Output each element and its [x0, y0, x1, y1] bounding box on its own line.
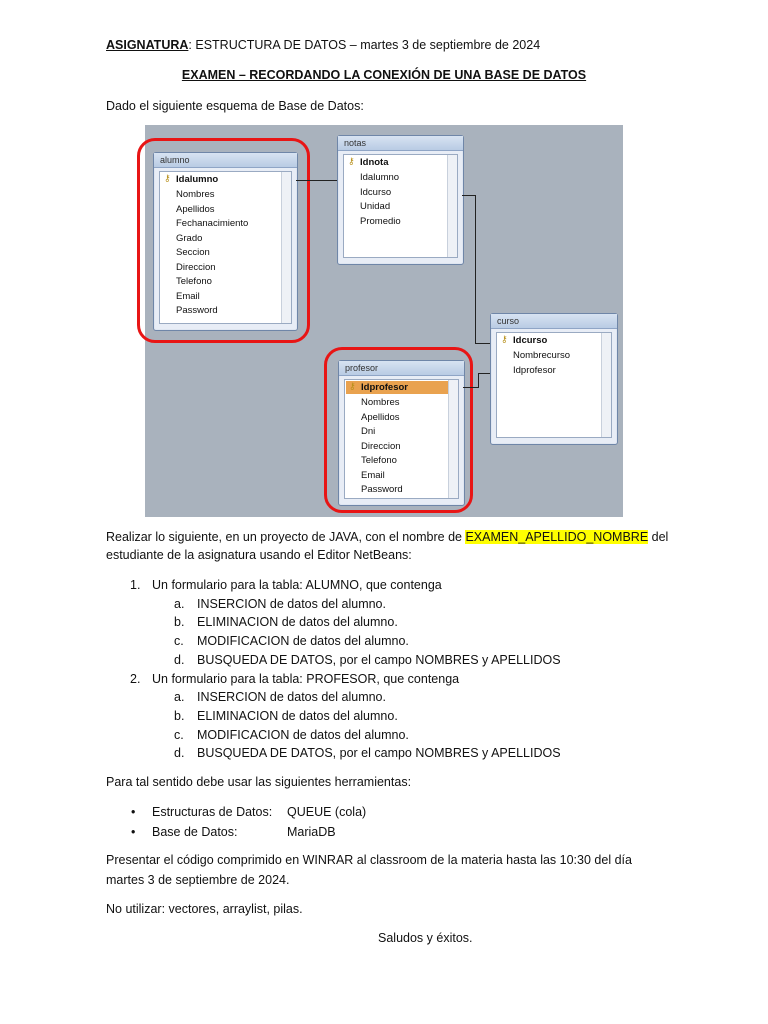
sublist-letter: c.: [174, 728, 184, 742]
table-profesor-title: profesor: [339, 361, 464, 376]
instruction-text: del: [648, 530, 669, 544]
field-key: Idnota: [360, 157, 389, 168]
page-title: EXAMEN – RECORDANDO LA CONEXIÓN DE UNA BASE DE DATOS: [181, 68, 587, 82]
sublist-letter: d.: [174, 746, 185, 760]
list-item: Un formulario para la tabla: ALUMNO, que contenga: [152, 578, 442, 592]
sublist-item: INSERCION de datos del alumno.: [197, 690, 386, 704]
submission-text: martes 3 de septiembre de 2024.: [106, 873, 290, 887]
sublist-item: MODIFICACION de datos del alumno.: [197, 634, 409, 648]
sublist-item: ELIMINACION de datos del alumno.: [197, 615, 398, 629]
field-key: Idalumno: [176, 174, 219, 185]
field: Dni: [361, 426, 376, 437]
key-icon: ⚷: [501, 334, 508, 344]
sublist-letter: a.: [174, 690, 185, 704]
tool-label: Estructuras de Datos:: [152, 805, 273, 819]
list-number: 1.: [130, 578, 141, 592]
field: Promedio: [360, 216, 401, 227]
sublist-letter: a.: [174, 597, 185, 611]
field-key: Idprofesor: [361, 382, 408, 393]
field: Idcurso: [360, 187, 392, 198]
scrollbar: [601, 333, 611, 437]
bullet-icon: •: [131, 825, 136, 839]
relation-line-notas-curso: [475, 195, 476, 343]
restrictions-text: No utilizar: vectores, arraylist, pilas.: [106, 902, 303, 916]
list-number: 2.: [130, 672, 141, 686]
sublist-letter: c.: [174, 634, 184, 648]
key-icon: ⚷: [349, 381, 356, 391]
relation-line-profesor-curso: [478, 373, 490, 374]
table-notas: [337, 135, 464, 265]
sublist-item: INSERCION de datos del alumno.: [197, 597, 386, 611]
project-name-highlight: EXAMEN_APELLIDO_NOMBRE: [465, 530, 649, 544]
field: Password: [361, 484, 403, 495]
list-item: Un formulario para la tabla: PROFESOR, que contenga: [152, 672, 460, 686]
field: Idalumno: [360, 172, 400, 183]
field: Nombres: [361, 397, 400, 408]
scrollbar: [447, 155, 457, 257]
field: Grado: [176, 233, 203, 244]
key-icon: ⚷: [164, 173, 171, 183]
field-key: Idcurso: [513, 335, 548, 346]
field: Unidad: [360, 201, 391, 212]
field: Email: [361, 470, 385, 481]
field: Email: [176, 291, 200, 302]
field: Nombrecurso: [513, 350, 571, 361]
relation-line-notas-curso: [462, 195, 475, 196]
relation-line-profesor-curso: [478, 373, 479, 388]
sublist-letter: b.: [174, 615, 185, 629]
tools-intro: Para tal sentido debe usar las siguientes herramientas:: [106, 775, 412, 789]
intro-text: Dado el siguiente esquema de Base de Datos:: [106, 99, 364, 113]
subject-line: [106, 38, 540, 52]
bullet-icon: •: [131, 805, 136, 819]
tool-value: MariaDB: [287, 825, 336, 839]
sublist-letter: b.: [174, 709, 185, 723]
sublist-item: MODIFICACION de datos del alumno.: [197, 728, 409, 742]
field: Nombres: [176, 189, 215, 200]
field: Fechanacimiento: [176, 218, 249, 229]
sublist-letter: d.: [174, 653, 185, 667]
database-schema-diagram: [145, 125, 623, 517]
relation-line-profesor-curso: [463, 387, 479, 388]
instruction-text: estudiante de la asignatura usando el Editor NetBeans:: [106, 548, 412, 562]
sublist-item: ELIMINACION de datos del alumno.: [197, 709, 398, 723]
field: Direccion: [176, 262, 216, 273]
table-notas-title: notas: [338, 136, 463, 151]
field: Telefono: [361, 455, 397, 466]
sublist-item: BUSQUEDA DE DATOS, por el campo NOMBRES y APELLIDOS: [197, 653, 561, 667]
field: Direccion: [361, 441, 401, 452]
field: Password: [176, 305, 218, 316]
highlight-ring-profesor: [324, 347, 473, 513]
field: Apellidos: [361, 412, 400, 423]
sublist-item: BUSQUEDA DE DATOS, por el campo NOMBRES y APELLIDOS: [197, 746, 561, 760]
relation-line-notas-curso: [475, 343, 490, 344]
relation-line-alumno-notas: [296, 180, 337, 181]
key-icon: ⚷: [348, 156, 355, 166]
field: Idprofesor: [513, 365, 556, 376]
subject-text: : ESTRUCTURA DE DATOS – martes 3 de septiembre de 2024: [188, 38, 541, 52]
field: Apellidos: [176, 204, 215, 215]
submission-text: Presentar el código comprimido en WINRAR al classroom de la materia hasta las 10:30 del día: [106, 853, 632, 867]
table-curso-title: curso: [491, 314, 617, 329]
closing-text: Saludos y éxitos.: [378, 931, 473, 945]
tool-label: Base de Datos:: [152, 825, 238, 839]
table-alumno-title: alumno: [154, 153, 297, 168]
field: Seccion: [176, 247, 210, 258]
instruction-paragraph: [106, 530, 668, 544]
highlight-ring-alumno: [137, 138, 310, 343]
tool-value: QUEUE (cola): [287, 805, 367, 819]
field: Telefono: [176, 276, 212, 287]
table-curso: [490, 313, 618, 445]
instruction-text: Realizar lo siguiente, en un proyecto de JAVA, con el nombre de: [106, 530, 466, 544]
subject-label: ASIGNATURA: [106, 38, 189, 52]
